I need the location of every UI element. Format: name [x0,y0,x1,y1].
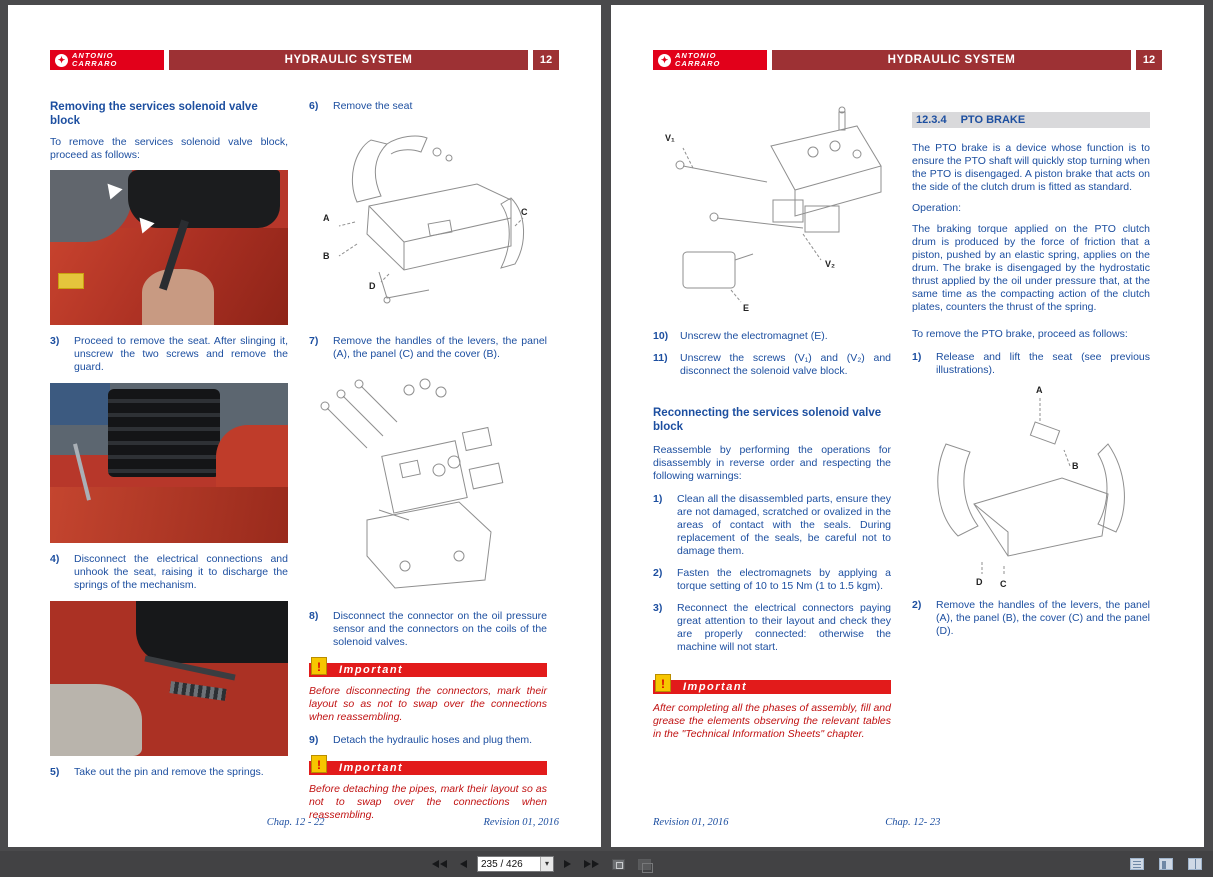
warning-text: Before detaching the pipes, mark their layout so as not to swap over the connections when reassembling. [309,783,547,821]
section-heading: Reconnecting the services solenoid valve block [653,407,882,433]
layout-single-icon [1159,858,1173,870]
section-number: 12.3.4 [916,114,947,126]
warning-text: Before disconnecting the connectors, mark their layout so as not to swap over the connections when reassembling. [309,685,547,723]
step-number: 1) [912,351,922,363]
figure-label: E [743,303,750,313]
important-banner [653,677,891,694]
figure-label: D [976,577,983,587]
step-text: Release and lift the seat (see previous illustrations). [936,351,1150,376]
figure-seat-exploded-2 [912,386,1150,591]
chapter-number: 12 [533,50,559,70]
figure-seat-exploded [309,122,547,327]
operation-label: Operation: [912,202,962,214]
section-bar [912,112,1150,128]
intro-paragraph: Reassemble by performing the operations for disassembly in reverse order and respecting the following warnings: [653,444,891,482]
step-text: Proceed to remove the seat. After slinging it, unscrew the two screws and remove the guard. [74,335,288,373]
step-number: 2) [653,567,663,579]
page-number-combobox[interactable] [477,856,554,872]
step-item [653,493,891,558]
photo-seat-removal [50,170,288,325]
antonio-carraro-logo [653,50,767,70]
next-page-button[interactable] [561,858,574,870]
step-number: 3) [653,602,663,614]
step-number: 2) [912,599,922,611]
step-item [653,352,891,378]
duplicate-view-button[interactable] [635,857,654,872]
step-text: Remove the handles of the levers, the panel (A), the panel (C) and the cover (B). [333,335,547,360]
figure-label: C [1000,579,1007,589]
section-heading: Removing the services solenoid valve block [50,101,258,127]
body-paragraph: To remove the PTO brake, proceed as follows: [912,328,1128,340]
left-page-col2 [309,100,547,832]
step-number: 9) [309,734,319,746]
left-page-col1 [50,100,288,832]
important-banner [309,660,547,677]
right-page-col2 [912,100,1150,751]
step-item [309,335,547,361]
logo-line2: CARRARO [675,59,721,68]
layout-scroll-button[interactable] [1127,856,1147,872]
step-number: 3) [50,335,60,347]
figure-label: D [369,281,376,291]
step-text: Detach the hydraulic hoses and plug them. [333,734,533,746]
figure-label: A [1036,385,1043,395]
step-number: 5) [50,766,60,778]
step-number: 8) [309,610,319,622]
figure-valve-callouts [653,104,891,322]
layout-single-button[interactable] [1156,856,1176,872]
photo-pin-removal [50,601,288,756]
logo-line1: ANTONIO [675,51,717,60]
footer-revision: Revision 01, 2016 [653,817,729,828]
important-icon: ! [655,674,671,692]
last-page-button[interactable] [581,858,602,870]
section-title: PTO BRAKE [960,114,1026,126]
chapter-number: 12 [1136,50,1162,70]
logo-line1: ANTONIO [72,51,114,60]
figure-valve-exploded [309,370,547,602]
page-dropdown-caret-icon[interactable]: ▾ [540,857,553,871]
footer-chapter: Chap. 12- 23 [885,817,941,828]
important-label: Important [683,681,748,693]
step-text: Reconnect the electrical connectors paying great attention to their layout and check they are properly connected: otherwise the machine will not start. [677,602,891,653]
page-number-input[interactable] [478,857,540,871]
body-paragraph: The PTO brake is a device whose function is to ensure the PTO shaft will quickly stop turning when the PTO is disengaged. A piston brake that acts on the side of the clutch drum is fitted as standard. [912,142,1150,193]
step-number: 11) [653,352,668,364]
step-item [309,610,547,649]
page-footer [50,816,559,829]
brand-emblem-icon: ✦ [55,54,68,67]
step-item [912,599,1150,638]
chapter-title: HYDRAULIC SYSTEM [772,50,1131,70]
important-banner [309,758,547,775]
step-item [912,351,1150,377]
figure-label: V₁ [665,133,675,143]
brand-emblem-icon: ✦ [658,54,671,67]
page-footer [653,816,1162,829]
footer-chapter: Chap. 12 - 22 [266,817,325,828]
page-header [50,50,559,70]
important-label: Important [339,762,404,774]
step-number: 1) [653,493,663,505]
step-item [50,335,288,374]
step-text: Remove the handles of the levers, the panel (A), the panel (B), the cover (C) and the panel (D). [936,599,1150,637]
step-number: 10) [653,330,669,342]
step-item [653,602,891,654]
step-text: Clean all the disassembled parts, ensure they are not damaged, scratched or ovalized in the areas of contact with the seals. During replacement of the seals, be careful not to damage them. [677,493,891,557]
page-right [611,5,1204,847]
step-item [653,567,891,593]
body-paragraph: The braking torque applied on the PTO clutch drum is produced by the force of friction that a piston, pushed by an elastic spring, applies on the drum. The brake is disengaged by the hydrostatic thrust applied by the oil under pressure that, at the same time as the compacting action of the clutch plates, counters the thrust of the spring. [912,223,1150,313]
step-item [309,100,547,113]
chapter-title: HYDRAULIC SYSTEM [169,50,528,70]
layout-facing-icon [1188,858,1202,870]
layout-scroll-icon [1130,858,1144,870]
step-number: 7) [309,335,319,347]
duplicate-view-icon [638,859,651,870]
step-item [653,330,891,343]
layout-facing-button[interactable] [1185,856,1205,872]
viewer-toolbar [0,851,1213,877]
figure-label: V₂ [825,259,836,269]
snapshot-button[interactable] [609,857,628,872]
antonio-carraro-logo [50,50,164,70]
step-text: Disconnect the electrical connections and unhook the seat, raising it to discharge the springs of the mechanism. [74,553,288,591]
step-text: Disconnect the connector on the oil pressure sensor and the connectors on the coils of the solenoid valves. [333,610,547,648]
page-header [653,50,1162,70]
step-text: Unscrew the electromagnet (E). [680,330,828,342]
figure-label: A [323,213,330,223]
footer-revision: Revision 01, 2016 [483,817,559,828]
important-icon: ! [311,657,327,675]
intro-paragraph: To remove the services solenoid valve block, proceed as follows: [50,136,288,161]
warning-text: After completing all the phases of assembly, fill and grease the elements observing the relevant tables in the "Technical Information Sheets" chapter. [653,702,891,740]
step-item [50,766,288,779]
right-page-col1 [653,100,891,751]
figure-label: B [1072,461,1079,471]
first-page-button[interactable] [429,858,450,870]
photo-seat-disconnect [50,383,288,543]
prev-page-button[interactable] [457,858,470,870]
snapshot-icon [612,859,625,870]
figure-label: B [323,251,330,261]
step-text: Unscrew the screws (V₁) and (V₂) and disconnect the solenoid valve block. [680,352,891,377]
logo-line2: CARRARO [72,59,118,68]
step-item [50,553,288,592]
important-label: Important [339,664,404,676]
step-number: 6) [309,100,319,112]
important-icon: ! [311,755,327,773]
step-text: Remove the seat [333,100,413,112]
step-number: 4) [50,553,60,565]
step-item [309,734,547,747]
step-text: Fasten the electromagnets by applying a torque setting of 10 to 15 Nm (1 to 1.5 kgm). [677,567,891,592]
figure-label: C [521,207,528,217]
step-text: Take out the pin and remove the springs. [74,766,264,778]
page-left [8,5,601,847]
